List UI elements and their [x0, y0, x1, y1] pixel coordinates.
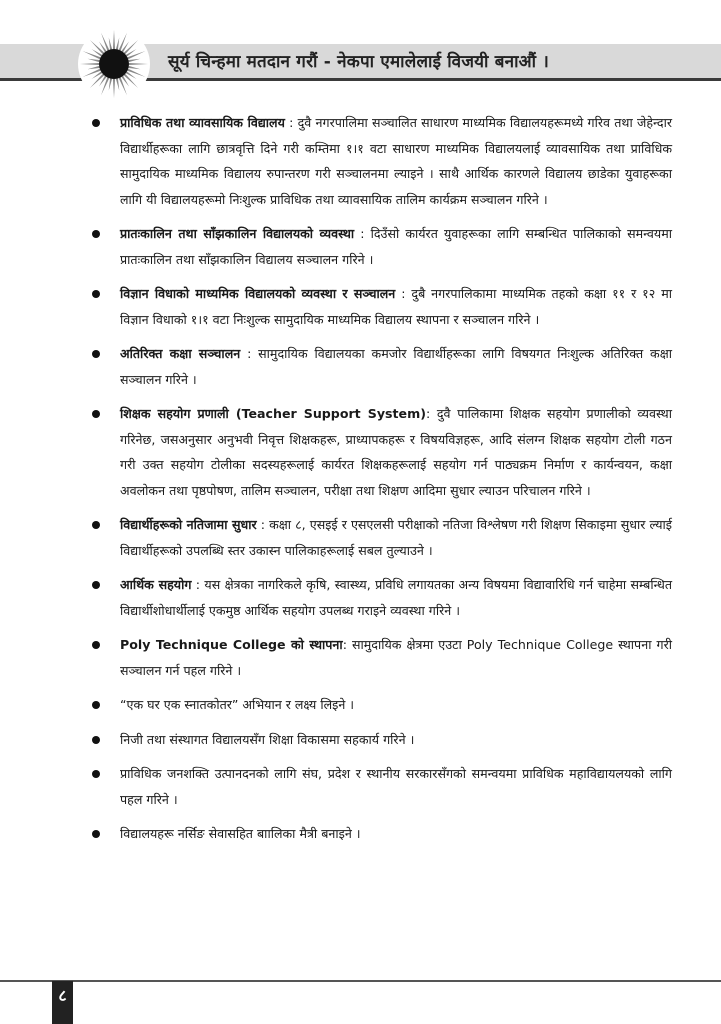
item-text: “एक घर एक स्नातकोतर” अभियान र लक्ष्य लिइने ।: [120, 697, 355, 712]
list-item: [92, 110, 672, 212]
sun-ray: [128, 59, 140, 62]
item-text: : दुबै नगरपालिकामा माध्यमिक तहको कक्षा ११ र १२ मा विज्ञान विधाको १।१ वटा निःशुल्क सामुदायिक माध्यमिक विद्यालय स्थापना र सञ्चालन गरिने ।: [120, 286, 672, 327]
list-item: [92, 401, 672, 503]
bullet-icon: [92, 290, 100, 298]
sun-ray: [101, 33, 109, 51]
header-title: सूर्य चिन्हमा मतदान गरौं - नेकपा एमालेलाई विजयी बनाऔं ।: [168, 52, 550, 72]
sun-ray: [127, 51, 145, 59]
sun-ray: [129, 63, 148, 65]
sun-ray: [128, 66, 140, 69]
footer-rule: [0, 980, 721, 982]
bullet-icon: [92, 410, 100, 418]
list-item: [92, 692, 672, 718]
item-text: विद्यालयहरू नर्सिङ सेवासहित बाालिका मैत्री बनाइने ।: [120, 826, 361, 841]
bullet-icon: [92, 830, 100, 838]
list-item: [92, 821, 672, 847]
sun-ray: [101, 77, 109, 95]
sun-ray: [88, 66, 100, 69]
sun-ray: [119, 33, 127, 51]
item-text: : दुवै नगरपालिमा सञ्चालित साधारण माध्यमिक विद्यालयहरूमध्ये गरिव तथा जेहेन्दार विद्यार्थीहरूका लागि छात्रवृत्ति दिने गरी कम्तिमा १।१ वटा साधारण माध्यमिक विद्यालयलाई व्यावसायिक तथा प्राविधिक सामुदायिक माध्यमिक विद्यालय रुपान्तरण गरी सञ्चालनमा ल्याइने । साथै आर्थिक कारणले विद्यालय छाडेका युवाहरूका लागि यी विद्यालयहरूमो निःशुल्क प्राविधिक तथा व्यावसायिक तालिम कार्यक्रम सञ्चालन गरिने ।: [120, 115, 672, 207]
list-item: [92, 632, 672, 683]
sun-ray: [113, 79, 115, 98]
item-text: : सामुदायिक विद्यालयका कमजोर विद्यार्थीहरूका लागि विषयगत निःशुल्क अतिरिक्त कक्षा सञ्चालन गरिने ।: [120, 346, 672, 387]
sun-ray: [88, 59, 100, 62]
bullet-icon: [92, 119, 100, 127]
item-heading: विद्यार्थीहरूको नतिजामा सुधार: [120, 517, 257, 532]
bullet-list: [92, 110, 672, 856]
item-text: निजी तथा संस्थागत विद्यालयसँग शिक्षा विकासमा सहकार्य गरिने ।: [120, 731, 415, 747]
item-text: : कक्षा ८, एसइई र एसएलसी परीक्षाको नतिजा विश्लेषण गरी शिक्षण सिकाइमा सुधार ल्याई विद्यार्थीहरूको उपलब्धि स्तर उकास्न पालिकाहरूलाई सबल तुल्याउने ।: [120, 517, 672, 558]
bullet-icon: [92, 701, 100, 709]
list-item: [92, 221, 672, 272]
sun-emblem-icon: [78, 28, 150, 100]
sun-ray: [116, 78, 119, 90]
list-item: [92, 761, 672, 812]
item-heading: Poly Technique College को स्थापना: [120, 637, 343, 652]
list-item: [92, 727, 672, 753]
sun-ray: [113, 30, 115, 49]
sun-ray: [83, 51, 101, 59]
sun-ray: [83, 69, 101, 77]
item-heading: विज्ञान विधाको माध्यमिक विद्यालयको व्यवस्था र सञ्चालन: [120, 286, 396, 301]
item-heading: आर्थिक सहयोग: [120, 577, 192, 592]
list-item: [92, 572, 672, 623]
item-heading: शिक्षक सहयोग प्रणाली (Teacher Support System): [120, 406, 426, 421]
bullet-icon: [92, 230, 100, 238]
item-heading: प्रातःकालिन तथा साँझकालिन विद्यालयको व्यवस्था: [120, 226, 355, 241]
item-heading: प्राविधिक तथा व्यावसायिक विद्यालय: [120, 115, 285, 130]
list-item: [92, 281, 672, 332]
sun-ray: [127, 69, 145, 77]
sun-ray: [119, 77, 127, 95]
sun-ray: [116, 38, 119, 50]
list-item: [92, 341, 672, 392]
bullet-icon: [92, 770, 100, 778]
item-text: : दिउँसो कार्यरत युवाहरूका लागि सम्बन्धित पालिकाको समन्वयमा प्रातःकालिन तथा साँझकालिन विद्यालय सञ्चालन गरिने ।: [120, 226, 672, 267]
item-text: : सामुदायिक क्षेत्रमा एउटा Poly Technique College स्थापना गरी सञ्चालन गर्न पहल गरिने ।: [120, 637, 673, 678]
list-item: [92, 512, 672, 563]
bullet-icon: [92, 736, 100, 744]
logo: [78, 28, 150, 100]
item-text: प्राविधिक जनशक्ति उत्पानदनको लागि संघ, प्रदेश र स्थानीय सरकारसँगको समन्वयमा प्राविधिक महाविद्यायलयको लागि पहल गरिने ।: [120, 766, 672, 807]
item-heading: अतिरिक्त कक्षा सञ्चालन: [120, 346, 241, 361]
sun-ray: [109, 78, 112, 90]
bullet-icon: [92, 581, 100, 589]
sun-ray: [109, 38, 112, 50]
item-text: : दुवै पालिकामा शिक्षक सहयोग प्रणालीको व्यवस्था गरिनेछ, जसअनुसार अनुभवी निवृत्त शिक्षकहरू, प्राध्यापकहरू र विषयविज्ञहरू, आदि संलग्न शिक्षक सहयोग टोली गठन गरी उक्त सहयोग टोलीका सदस्यहरूलाई कार्यरत शिक्षकहरूलाई सहयोग गर्न पाठ्यक्रम निर्माण र कार्यन्वयन, कक्षा अवलोकन तथा पृष्ठपोषण, तालिम सञ्चालन, परीक्षा तथा शिक्षण आदिमा सुधार ल्याउन परिचालन गरिने ।: [120, 406, 672, 498]
item-text: : यस क्षेत्रका नागरिकले कृषि, स्वास्थ्य, प्रविधि लगायतका अन्य विषयमा विद्यावारिधि गर्न चाहेमा सम्बन्धित विद्यार्थीशोधार्थीलाई एकमुष्ठ आर्थिक सहयोग उपलब्ध गराइने व्यवस्था गरिने ।: [120, 577, 673, 618]
bullet-icon: [92, 641, 100, 649]
bullet-icon: [92, 350, 100, 358]
bullet-icon: [92, 521, 100, 529]
sun-ray: [80, 63, 99, 65]
page-number: ८: [52, 981, 73, 1024]
